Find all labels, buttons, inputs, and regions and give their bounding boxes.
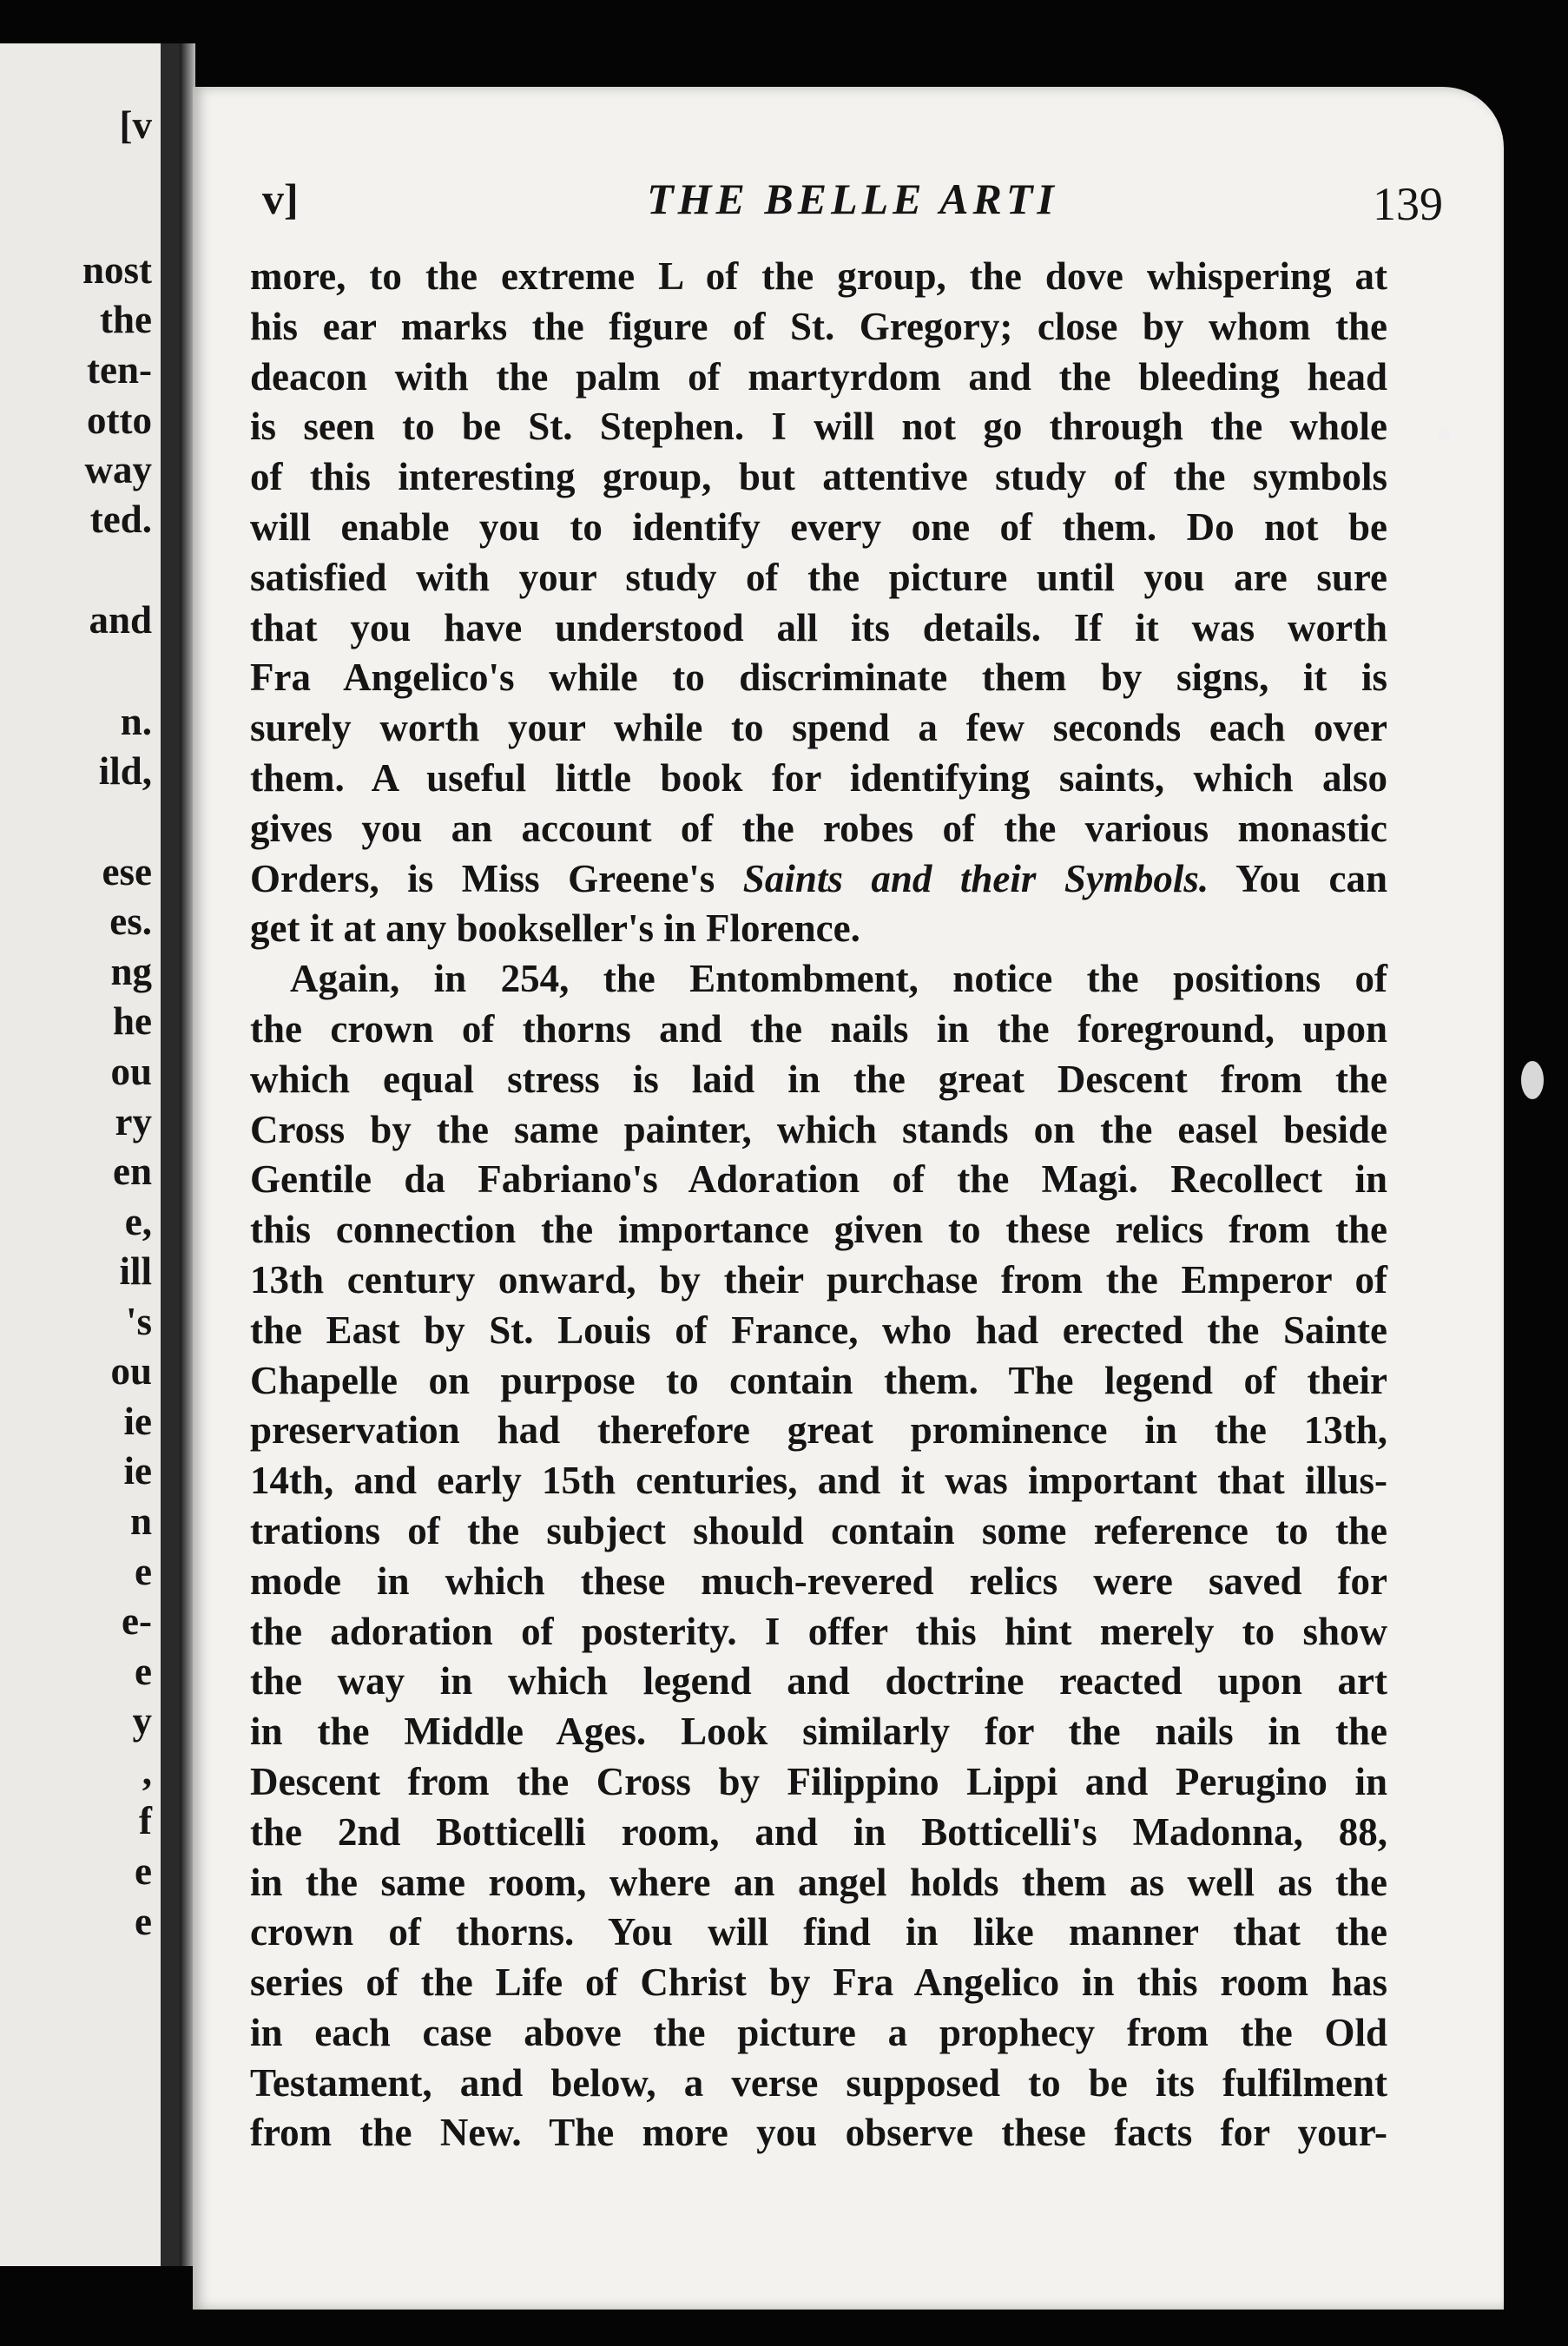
text-line: the adoration of posterity. I offer this hint merely to show: [250, 1609, 1387, 1653]
facing-page-text: e: [135, 1900, 152, 1943]
text-line: the crown of thorns and the nails in the foreground, upon: [250, 1006, 1387, 1051]
text-line: Gentile da Fabriano's Adoration of the Magi. Recollect in: [250, 1157, 1387, 1202]
facing-page-text: ,: [142, 1750, 152, 1793]
text-line: trations of the subject should contain some reference to the: [250, 1508, 1387, 1552]
text-line: Testament, and below, a verse supposed to be its fulfilment: [250, 2060, 1387, 2105]
facing-page-text: ill: [119, 1249, 152, 1293]
text-line: of this interesting group, but attentive study of the symbols: [250, 455, 1387, 499]
facing-page-text: e: [135, 1550, 152, 1593]
text-line: Fra Angelico's while to discriminate them by signs, it is: [250, 656, 1387, 700]
text-line: them. A useful little book for identifying saints, which also: [250, 755, 1387, 800]
text-line: gives you an account of the robes of the various monastic: [250, 806, 1387, 850]
text-line: [250, 854, 1387, 905]
text-line: get it at any bookseller's in Florence.: [250, 906, 860, 951]
text-line: the 2nd Botticelli room, and in Botticelli's Madonna, 88,: [250, 1809, 1387, 1854]
facing-page-text: and: [89, 598, 152, 642]
facing-page-text: e: [135, 1849, 152, 1893]
text-line: Chapelle on purpose to contain them. The legend of their: [250, 1358, 1387, 1402]
text-line: 13th century onward, by their purchase from the Emperor of: [250, 1257, 1387, 1302]
facing-page-text: way: [84, 448, 152, 491]
text-line: preservation had therefore great prominence in the 13th,: [250, 1408, 1387, 1453]
facing-page-text: [v: [119, 103, 152, 147]
book-title-italic: Saints and their Symbols.: [742, 856, 1209, 900]
facing-page-text: ie: [123, 1449, 152, 1493]
facing-page-text: e: [135, 1650, 152, 1693]
text-line: will enable you to identify every one of them. Do not be: [250, 504, 1387, 549]
text-run: Orders, is Miss Greene's: [250, 856, 743, 900]
text-line: his ear marks the figure of St. Gregory; close by whom the: [250, 304, 1387, 348]
facing-page-text: 's: [125, 1300, 152, 1343]
text-line: in the same room, where an angel holds them as well as the: [250, 1860, 1387, 1904]
text-line: in the Middle Ages. Look similarly for the nails in the: [250, 1710, 1387, 1754]
facing-page-fragment: [0, 43, 180, 2266]
text-line: Again, in 254, the Entombment, notice the positions of: [290, 957, 1387, 1001]
facing-page-text: ie: [123, 1400, 152, 1443]
text-line: from the New. The more you observe these facts for your-: [250, 2111, 1387, 2155]
facing-page-text: the: [100, 298, 152, 341]
running-header: [262, 174, 1443, 234]
facing-page-text: ild,: [98, 749, 152, 793]
facing-page-text: ng: [110, 950, 152, 993]
text-line: which equal stress is laid in the great Descent from the: [250, 1057, 1387, 1101]
text-line: more, to the extreme L of the group, the dove whispering at: [250, 254, 1387, 298]
text-line: is seen to be St. Stephen. I will not go through the whole: [250, 405, 1387, 449]
facing-page-text: n: [129, 1499, 152, 1543]
book-page: [193, 87, 1504, 2310]
facing-page-text: ten-: [87, 348, 152, 392]
facing-page-text: ou: [110, 1050, 152, 1093]
text-line: series of the Life of Christ by Fra Angelico in this room has: [250, 1960, 1387, 2005]
text-line: 14th, and early 15th centuries, and it was important that illus-: [250, 1459, 1387, 1503]
text-line: satisfied with your study of the picture until you are sure: [250, 555, 1387, 599]
text-line: the way in which legend and doctrine reacted upon art: [250, 1659, 1387, 1703]
text-line: Descent from the Cross by Filippino Lippi and Perugino in: [250, 1759, 1387, 1803]
facing-page-text: en: [113, 1150, 152, 1193]
facing-page-text: e-: [122, 1599, 152, 1643]
facing-page-text: y: [132, 1699, 152, 1743]
text-line: in each case above the picture a prophecy from the Old: [250, 2010, 1387, 2054]
facing-page-text: es.: [109, 900, 152, 943]
text-line: crown of thorns. You will find in like manner that the: [250, 1910, 1387, 1954]
scan-speck: [1521, 1061, 1544, 1099]
page-number: 139: [1373, 178, 1443, 230]
text-line: deacon with the palm of martyrdom and the bleeding head: [250, 354, 1387, 399]
body-text: [250, 252, 1387, 2158]
facing-page-text: otto: [87, 399, 152, 442]
text-line: the East by St. Louis of France, who had erected the Sainte: [250, 1308, 1387, 1352]
facing-page-text: ese: [102, 850, 152, 893]
facing-page-text: ted.: [89, 498, 152, 541]
text-line: Cross by the same painter, which stands on the easel beside: [250, 1107, 1387, 1151]
text-line: surely worth your while to spend a few seconds each over: [250, 706, 1387, 750]
facing-page-text: ou: [110, 1349, 152, 1393]
facing-page-text: he: [113, 999, 152, 1043]
text-line: this connection the importance given to these relics from the: [250, 1208, 1387, 1252]
facing-page-text: f: [139, 1799, 152, 1842]
text-line: mode in which these much-revered relics were saved for: [250, 1559, 1387, 1603]
facing-page-text: nost: [82, 248, 152, 292]
text-line: that you have understood all its details. If it was worth: [250, 605, 1387, 649]
scan-speck: [1438, 427, 1450, 441]
section-marker: v]: [262, 175, 299, 223]
facing-page-text: n.: [120, 700, 152, 743]
facing-page-text: ry: [115, 1100, 152, 1143]
text-run: You can: [1209, 856, 1387, 900]
facing-page-text: e,: [124, 1200, 152, 1243]
running-title: THE BELLE ARTI: [647, 175, 1058, 223]
